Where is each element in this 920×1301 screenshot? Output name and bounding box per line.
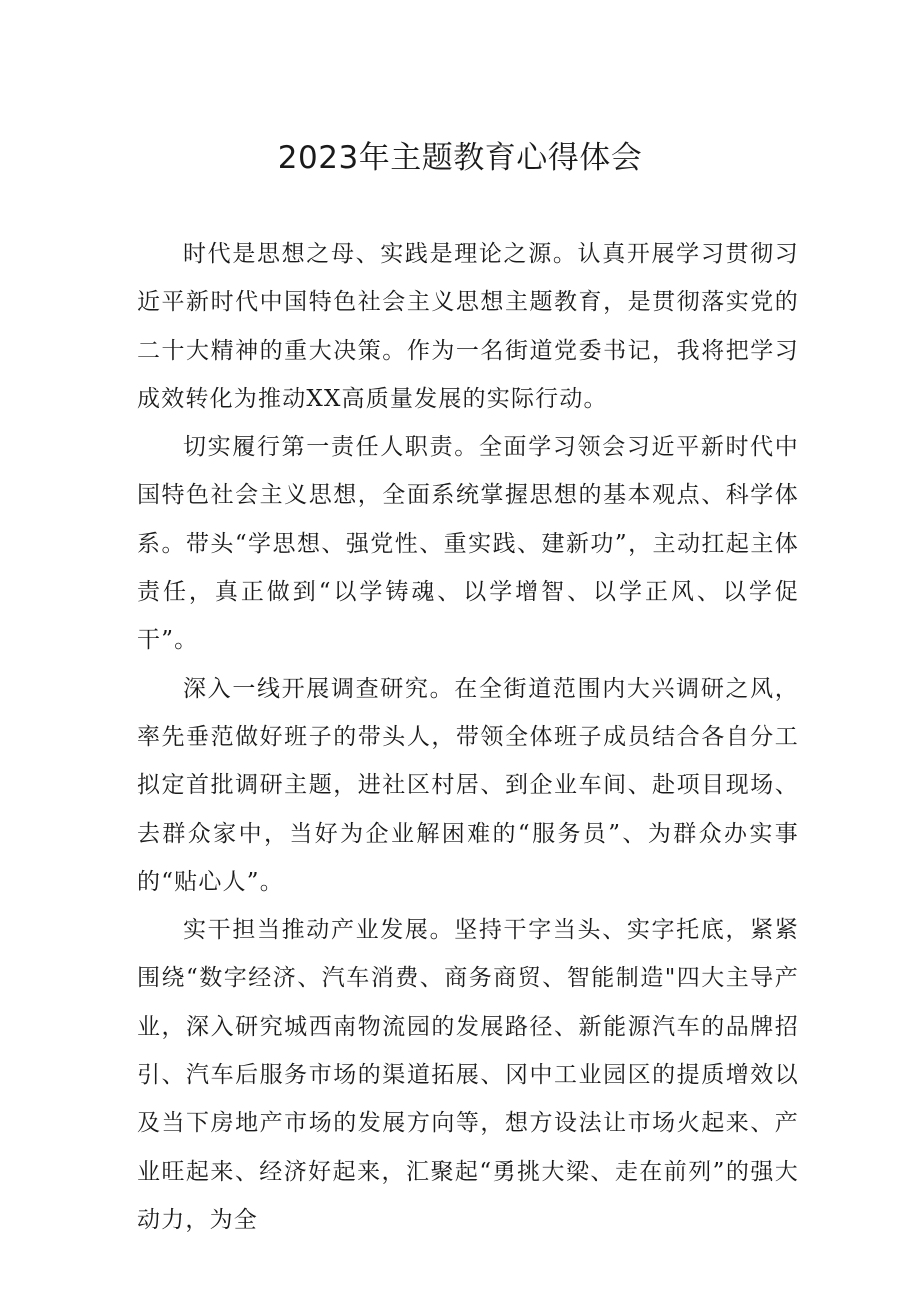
paragraph-1: 时代是思想之母、实践是理论之源。认真开展学习贯彻习近平新时代中国特色社会主义思想主题教育，是贯彻落实党的二十大精神的重大决策。作为一名街道党委书记，我将把学习成效转化为推动XX高质量发展的实际行动。 (137, 241, 799, 412)
paragraph-3: 深入一线开展调查研究。在全街道范围内大兴调研之风，率先垂范做好班子的带头人，带领全体班子成员结合各自分工拟定首批调研主题，进社区村居、到企业车间、赴项目现场、去群众家中，当好为企业解困难的“服务员”、为群众办实事的“贴心人”。 (137, 675, 799, 895)
paragraph-4: 实干担当推动产业发展。坚持干字当头、实字托底，紧紧围绕“数字经济、汽车消费、商务商贸、智能制造"四大主导产业，深入研究城西南物流园的发展路径、新能源汽车的品牌招引、汽车后服务市场的渠道拓展、冈中工业园区的提质增效以及当下房地产市场的发展方向等，想方设法让市场火起来、产业旺起来、经济好起来，汇聚起“勇挑大梁、走在前列”的强大动力，为全 (137, 917, 799, 1233)
document-body (137, 230, 799, 1244)
document-title: 2023年主题教育心得体会 (277, 140, 643, 176)
paragraph-2: 切实履行第一责任人职责。全面学习领会习近平新时代中国特色社会主义思想，全面系统掌握思想的基本观点、科学体系。带头“学思想、强党性、重实践、建新功”，主动扛起主体责任，真正做到“以学铸魂、以学增智、以学正风、以学促干”。 (137, 434, 799, 654)
